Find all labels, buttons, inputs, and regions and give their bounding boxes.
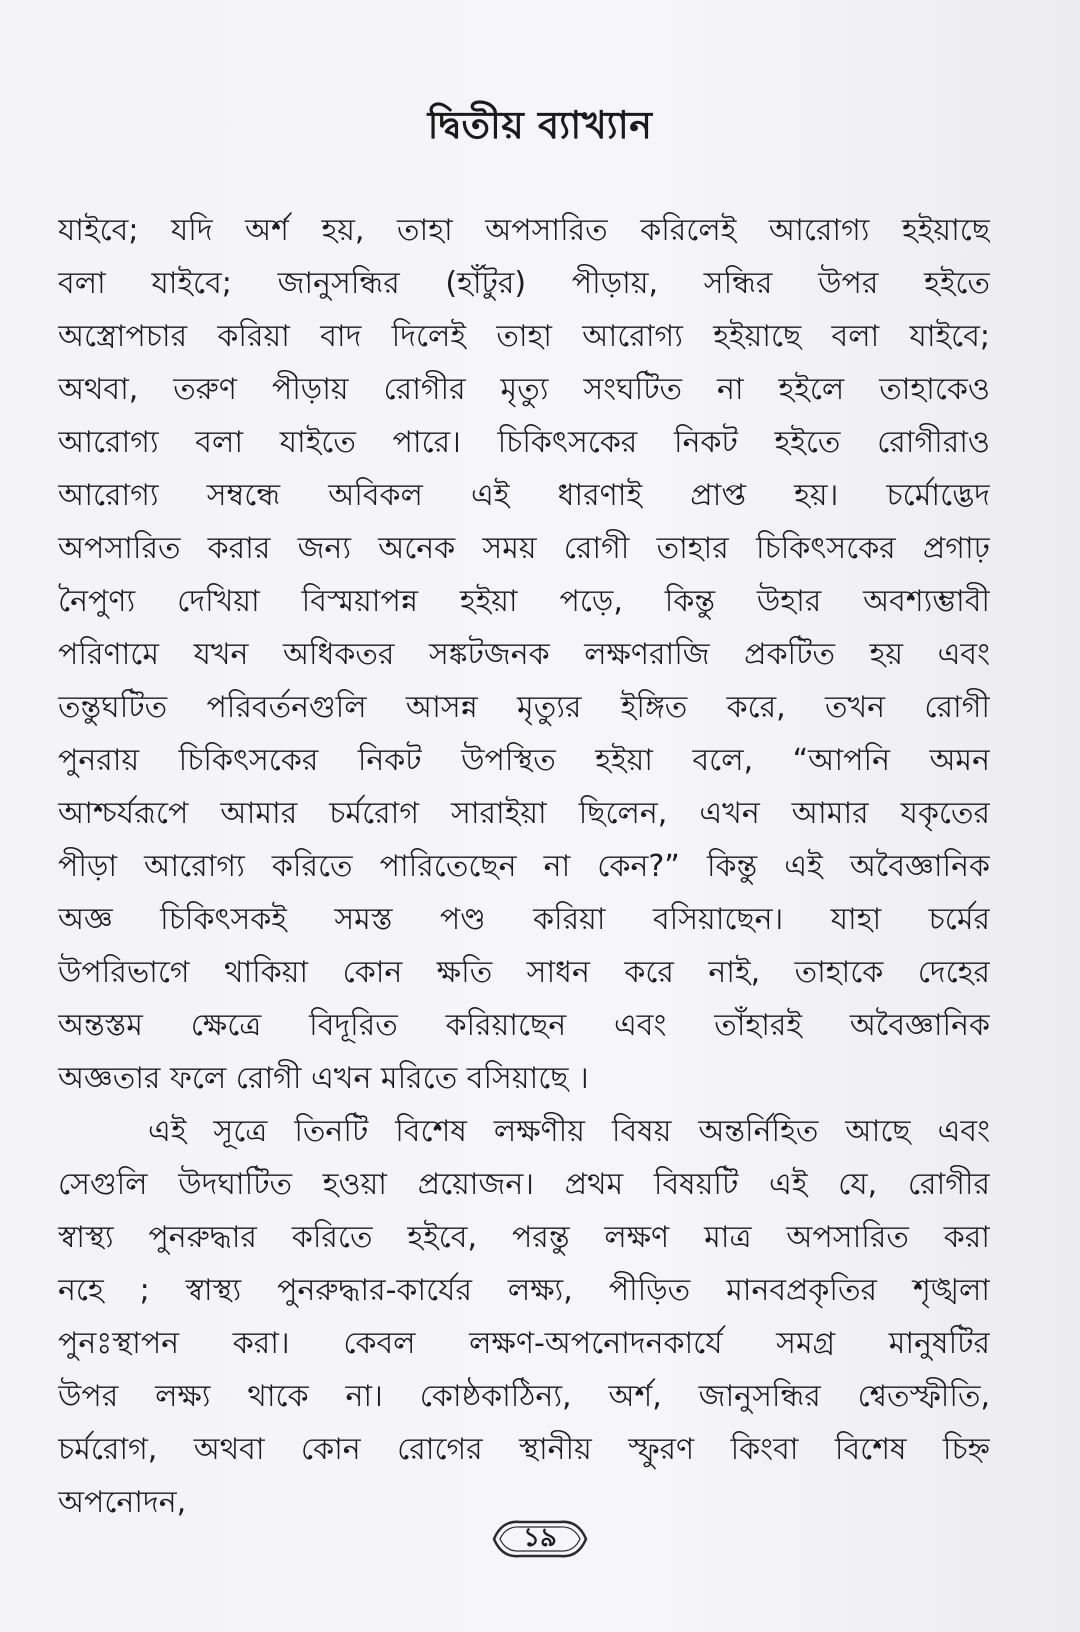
page-number-value: ১৯ xyxy=(523,1523,557,1553)
page-number xyxy=(490,1516,590,1562)
body-text xyxy=(58,204,990,1529)
text-line: অপনোদন, xyxy=(58,1485,187,1520)
text-line: অজ্ঞতার ফলে রোগী এখন মরিতে বসিয়াছে । xyxy=(58,1061,589,1096)
text-line: অজ্ঞ চিকিৎসকই সমস্ত পণ্ড করিয়া বসিয়াছেন। যাহা চর্মের xyxy=(58,902,990,937)
paragraph-1 xyxy=(58,204,990,1105)
text-line: নৈপুণ্য দেখিয়া বিস্ময়াপন্ন হইয়া পড়ে, কিন্তু উহার অবশ্যম্ভাবী xyxy=(58,584,990,619)
text-line: অন্তস্তম ক্ষেত্রে বিদূরিত করিয়াছেন এবং তাঁহারই অবৈজ্ঞানিক xyxy=(58,1008,990,1043)
text-line: চর্মরোগ, অথবা কোন রোগের স্থানীয় স্ফুরণ কিংবা বিশেষ চিহ্ন xyxy=(58,1432,990,1467)
text-line: পরিণামে যখন অধিকতর সঙ্কটজনক লক্ষণরাজি প্রকটিত হয় এবং xyxy=(58,637,990,672)
text-line: আশ্চর্যরূপে আমার চর্মরোগ সারাইয়া ছিলেন, এখন আমার যকৃতের xyxy=(58,796,990,831)
text-line: অথবা, তরুণ পীড়ায় রোগীর মৃত্যু সংঘটিত না হইলে তাহাকেও xyxy=(58,372,990,407)
text-line: সেগুলি উদঘাটিত হওয়া প্রয়োজন। প্রথম বিষয়টি এই যে, রোগীর xyxy=(58,1167,990,1202)
text-line: যাইবে; যদি অর্শ হয়, তাহা অপসারিত করিলেই আরোগ্য হইয়াছে xyxy=(58,213,990,248)
text-line: উপরিভাগে থাকিয়া কোন ক্ষতি সাধন করে নাই, তাহাকে দেহের xyxy=(58,955,990,990)
text-line: বলা যাইবে; জানুসন্ধির (হাঁটুর) পীড়ায়, সন্ধির উপর হইতে xyxy=(58,266,990,301)
text-line: উপর লক্ষ্য থাকে না। কোষ্ঠকাঠিন্য, অর্শ, জানুসন্ধির শ্বেতস্ফীতি, xyxy=(58,1379,990,1414)
text-line: পীড়া আরোগ্য করিতে পারিতেছেন না কেন?” কিন্তু এই অবৈজ্ঞানিক xyxy=(58,849,990,884)
text-line: আরোগ্য সম্বন্ধে অবিকল এই ধারণাই প্রাপ্ত হয়। চর্মোদ্ভেদ xyxy=(58,478,990,513)
text-line: অস্ত্রোপচার করিয়া বাদ দিলেই তাহা আরোগ্য হইয়াছে বলা যাইবে; xyxy=(58,319,990,354)
text-line: এই সূত্রে তিনটি বিশেষ লক্ষণীয় বিষয় অন্তর্নিহিত আছে এবং xyxy=(148,1114,990,1149)
text-line: পুনঃস্থাপন করা। কেবল লক্ষণ-অপনোদনকার্যে সমগ্র মানুষটির xyxy=(58,1326,990,1361)
text-line: তন্তুঘটিত পরিবর্তনগুলি আসন্ন মৃত্যুর ইঙ্গিত করে, তখন রোগী xyxy=(58,690,990,725)
text-line: পুনরায় চিকিৎসকের নিকট উপস্থিত হইয়া বলে, “আপনি অমন xyxy=(58,743,990,778)
text-line: আরোগ্য বলা যাইতে পারে। চিকিৎসকের নিকট হইতে রোগীরাও xyxy=(58,425,990,460)
text-line: নহে ; স্বাস্থ্য পুনরুদ্ধার-কার্যের লক্ষ্য, পীড়িত মানবপ্রকৃতির শৃঙ্খলা xyxy=(58,1273,990,1308)
text-line: অপসারিত করার জন্য অনেক সময় রোগী তাহার চিকিৎসকের প্রগাঢ় xyxy=(58,531,990,566)
text-line: স্বাস্থ্য পুনরুদ্ধার করিতে হইবে, পরন্তু লক্ষণ মাত্র অপসারিত করা xyxy=(58,1220,990,1255)
chapter-title: দ্বিতীয় ব্যাখ্যান xyxy=(427,103,653,147)
paragraph-2 xyxy=(58,1105,990,1529)
